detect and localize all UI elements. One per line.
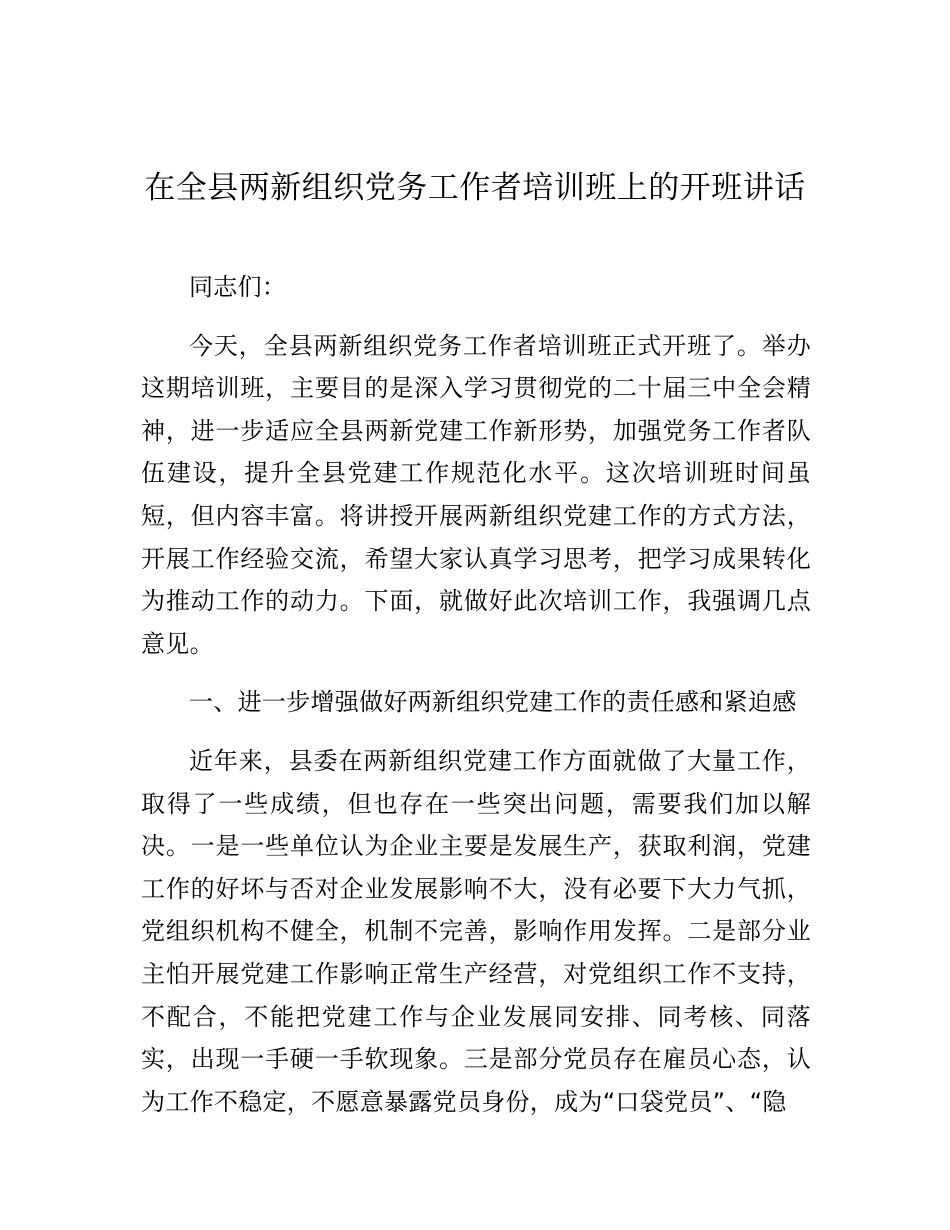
greeting: 同志们：: [189, 273, 287, 301]
paragraph-opening: 今天，全县两新组织党务工作者培训班正式开班了。举办这期培训班，主要目的是深入学习贯彻党的二十届三中全会精神，进一步适应全县两新党建工作新形势，加强党务工作者队伍建设，提升全县党建工作规范化水平。这次培训班时间虽短，但内容丰富。将讲授开展两新组织党建工作的方式方法，开展工作经验交流，希望大家认真学习思考，把学习成果转化为推动工作的动力。下面，就做好此次培训工作，我强调几点意见。: [141, 331, 811, 658]
section-heading-1: 一、进一步增强做好两新组织党建工作的责任感和紧迫感: [189, 688, 797, 717]
document-title: 在全县两新组织党务工作者培训班上的开班讲话: [144, 170, 806, 206]
document-body: [141, 266, 811, 1139]
paragraph-section-1: 近年来，县委在两新组织党建工作方面就做了大量工作，取得了一些成绩，但也存在一些突出问题，需要我们加以解决。一是一些单位认为企业主要是发展生产，获取利润，党建工作的好坏与否对企业发展影响不大，没有必要下大力气抓，党组织机构不健全，机制不完善，影响作用发挥。二是部分业主怕开展党建工作影响正常生产经营，对党组织工作不支持，不配合，不能把党建工作与企业发展同安排、同考核、同落实，出现一手硬一手软现象。三是部分党员存在雇员心态，认为工作不稳定，不愿意暴露党员身份，成为“口袋党员”、“隐: [141, 746, 811, 1116]
